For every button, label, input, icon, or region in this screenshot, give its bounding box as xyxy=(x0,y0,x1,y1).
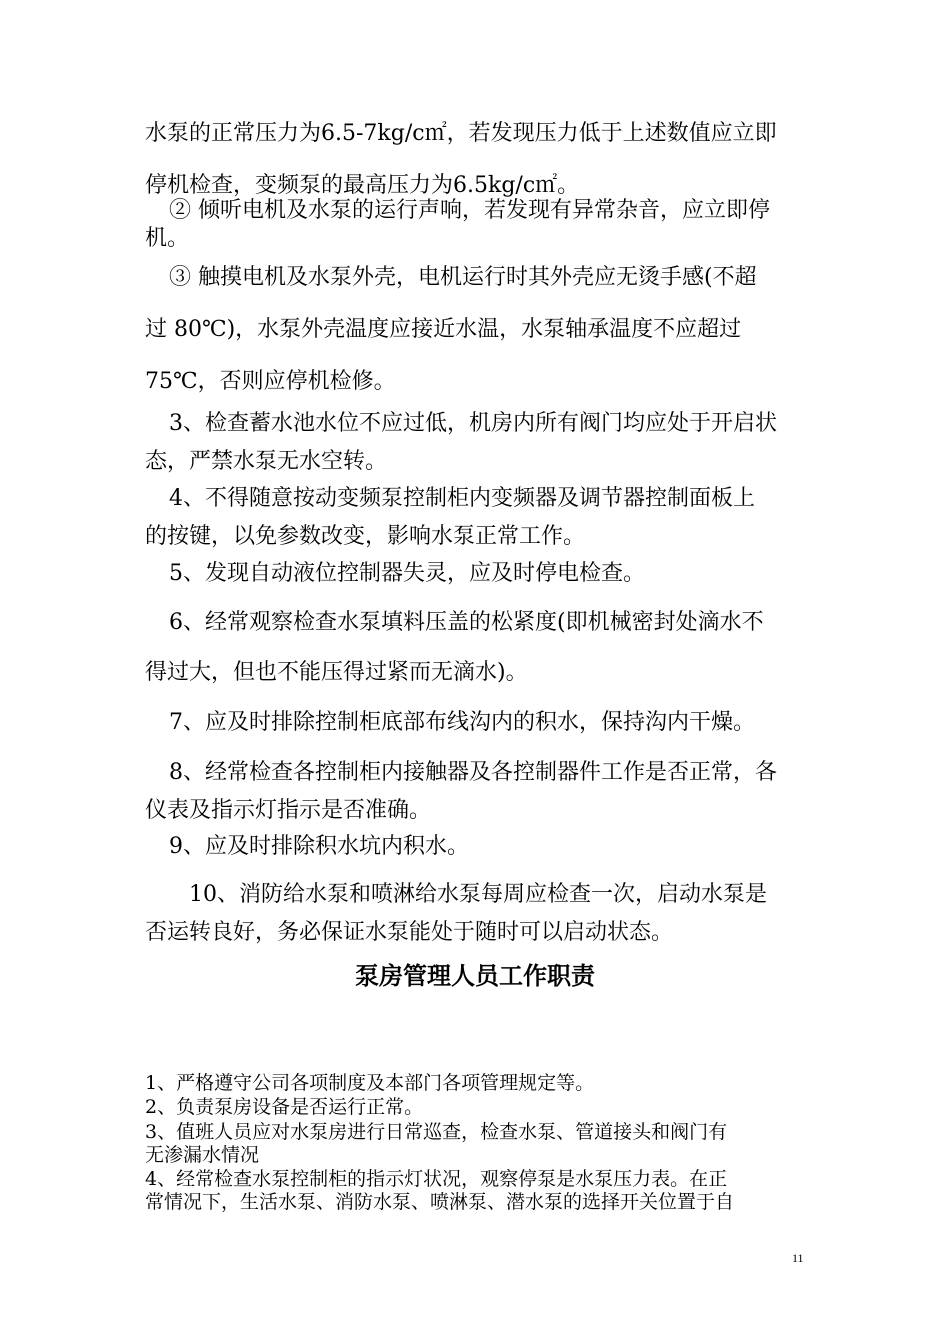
text-line: 4、不得随意按动变频泵控制柜内变频器及调节器控制面板上 xyxy=(169,486,755,511)
item-9 xyxy=(145,828,810,866)
text-line: ② 倾听电机及水泵的运行声响，若发现有异常杂音，应立即停 xyxy=(169,198,770,223)
item-10 xyxy=(145,876,810,952)
text-line: 机。 xyxy=(145,226,190,251)
text-line: 常情况下，生活水泵、消防水泵、喷淋泵、潜水泵的选择开关位置于自 xyxy=(145,1191,735,1213)
text-line: 4、经常检查水泵控制柜的指示灯状况，观察停泵是水泵压力表。在正 xyxy=(145,1168,728,1190)
text-line: 得过大，但也不能压得过紧而无滴水)。 xyxy=(145,660,528,685)
text-line: 5、发现自动液位控制器失灵，应及时停电检查。 xyxy=(169,561,645,586)
text-line: 8、经常检查各控制柜内接触器及各控制器件工作是否正常，各 xyxy=(169,760,777,785)
item-5 xyxy=(145,555,810,593)
section-title: 泵房管理人员工作职责 xyxy=(355,962,595,990)
duty-3 xyxy=(145,1121,810,1167)
text-line: 3、检查蓄水池水位不应过低，机房内所有阀门均应处于开启状 xyxy=(169,411,777,436)
text-line: 水泵的正常压力为6.5-7kg/c㎡，若发现压力低于上述数值应立即 xyxy=(145,121,777,146)
text-line: 仪表及指示灯指示是否准确。 xyxy=(145,798,432,823)
duty-2 xyxy=(145,1096,810,1119)
paragraph-listen-sound xyxy=(145,197,810,253)
page-number: 11 xyxy=(792,1251,804,1265)
text-line: 态，严禁水泵无水空转。 xyxy=(145,449,388,474)
text-line: 75℃，否则应停机检修。 xyxy=(145,369,396,394)
text-line: ③ 触摸电机及水泵外壳，电机运行时其外壳应无烫手感(不超 xyxy=(169,265,757,290)
item-4 xyxy=(145,480,810,556)
text-line: 3、值班人员应对水泵房进行日常巡查，检查水泵、管道接头和阀门有 xyxy=(145,1121,728,1143)
text-line: 1、严格遵守公司各项制度及本部门各项管理规定等。 xyxy=(145,1072,595,1094)
text-line: 无渗漏水情况 xyxy=(145,1144,260,1166)
text-line: 过 80℃)，水泵外壳温度应接近水温，水泵轴承温度不应超过 xyxy=(145,317,742,342)
text-line: 10、消防给水泵和喷淋给水泵每周应检查一次，启动水泵是 xyxy=(189,882,767,907)
text-line: 9、应及时排除积水坑内积水。 xyxy=(169,834,469,859)
text-line: 的按键，以免参数改变，影响水泵正常工作。 xyxy=(145,524,586,549)
item-6 xyxy=(145,598,810,698)
text-line: 否运转良好，务必保证水泵能处于随时可以启动状态。 xyxy=(145,920,674,945)
duty-1 xyxy=(145,1072,810,1095)
text-line: 6、经常观察检查水泵填料压盖的松紧度(即机械密封处滴水不 xyxy=(169,610,764,635)
text-line: 停机检查，变频泵的最高压力为6.5kg/c㎡。 xyxy=(145,173,580,198)
item-8 xyxy=(145,754,810,830)
paragraph-touch-casing xyxy=(145,252,810,408)
item-3 xyxy=(145,405,810,481)
item-7 xyxy=(145,698,810,748)
text-line: 7、应及时排除控制柜底部布线沟内的积水，保持沟内干燥。 xyxy=(169,710,755,735)
duty-4 xyxy=(145,1168,810,1214)
text-line: 2、负责泵房设备是否运行正常。 xyxy=(145,1096,424,1118)
